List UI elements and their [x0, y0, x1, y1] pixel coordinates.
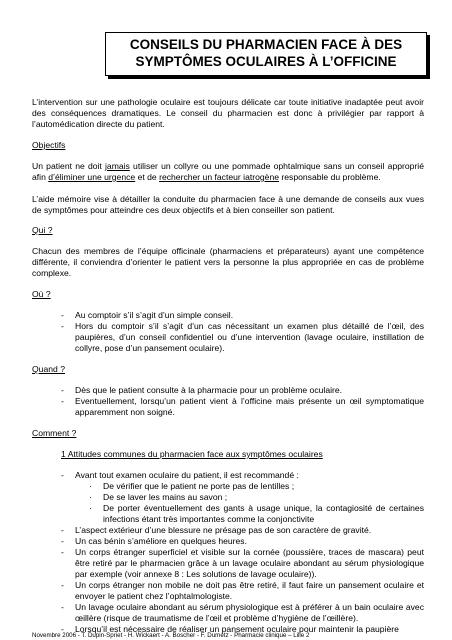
objectifs-paragraph-1	[32, 161, 424, 183]
qui-heading: Qui ?	[32, 225, 53, 235]
bullet-marker: ·	[89, 481, 92, 491]
comment-heading: Comment ?	[32, 428, 77, 438]
jamais-emphasis: jamais	[105, 161, 130, 171]
dash-marker: -	[61, 547, 64, 557]
ou-heading: Où ?	[32, 289, 51, 299]
title-box	[105, 32, 427, 76]
comment-item-before-exam: Avant tout examen oculaire du patient, il est recommandé :	[75, 470, 299, 480]
title-line-1: CONSEILS DU PHARMACIEN FACE À DES	[129, 37, 403, 52]
objectifs-text-c: et de	[135, 172, 160, 182]
qui-paragraph: Chacun des membres de l’équipe officinale (pharmaciens et préparateurs) ayant une compétence différente, il conviendra d’orienter le patient vers la personne la plus appropriée en cas de problème complexe.	[32, 246, 424, 278]
quand-heading: Quand ?	[32, 364, 65, 374]
dash-marker: -	[61, 310, 64, 320]
objectifs-paragraph-2: L’aide mémoire vise à détailler la conduite du pharmacien face à une demande de conseils aux vues de symptômes pour atteindre ces deux objectifs et à bien conseiller son patient.	[32, 194, 424, 215]
comment-item-aspect: L’aspect extérieur d’une blessure ne présage pas de son caractère de gravité.	[75, 525, 372, 535]
intro-paragraph: L’intervention sur une pathologie oculaire est toujours délicate car toute initiative inadaptée peut avoir des conséquences dramatiques. Le conseil du pharmacien est donc à privilégier par rapport à l’automédication directe du patient.	[32, 97, 424, 129]
dash-marker: -	[61, 602, 64, 612]
objectifs-text-a: Un patient ne doit	[32, 161, 106, 171]
eliminer-urgence-emphasis: d’éliminer une urgence	[48, 172, 136, 182]
dash-marker: -	[61, 580, 64, 590]
sub-item-lentilles: De vérifier que le patient ne porte pas de lentilles ;	[103, 481, 295, 491]
dash-marker: -	[61, 470, 64, 480]
objectifs-text-d: responsable du problème.	[279, 172, 381, 182]
comment-item-corps-etranger-superficiel: Un corps étranger superficiel et visible sur la cornée (poussière, traces de mascara) peut être retiré par le pharmacien grâce à un lavage oculaire abondant au sérum physiologique par exemple (voir annexe 8 : Les solutions de lavage oculaire)).	[75, 547, 424, 579]
objectifs-text-b: utiliser un collyre ou une pommade ophtalmique sans un conseil approprié afin	[32, 161, 424, 182]
bullet-marker: ·	[89, 503, 92, 513]
sub-item-mains: De se laver les mains au savon ;	[103, 492, 228, 502]
comment-item-pansement: Lorsqu’il est nécessaire de réaliser un pansement oculaire pour maintenir la paupière	[75, 624, 399, 634]
dash-marker: -	[61, 396, 64, 406]
quand-item-2: Eventuellement, lorsqu’un patient vient à l’officine mais présente un œil symptomatique apparemment non soigné.	[75, 396, 424, 417]
dash-marker: -	[61, 385, 64, 395]
comment-subheading: 1 Attitudes communes du pharmacien face aux symptômes oculaires	[61, 449, 323, 459]
dash-marker: -	[61, 624, 64, 634]
dash-marker: -	[61, 536, 64, 546]
title-line-2: SYMPTÔMES OCULAIRES À L’OFFICINE	[135, 54, 397, 69]
bullet-marker: ·	[89, 492, 92, 502]
page-footer: Novembre 2006 - T. Dupin-Spriet - H. Wickaert - A. Boscher - F. Dumetz - Pharmacie clinique – Lille 2	[32, 632, 310, 639]
comment-item-cas-benin: Un cas bénin s’améliore en quelques heures.	[75, 536, 247, 546]
quand-item-1: Dès que le patient consulte à la pharmacie pour un problème oculaire.	[75, 385, 343, 395]
comment-item-corps-etranger-non-mobile: Un corps étranger non mobile ne doit pas être retiré, il faut faire un pansement oculaire et envoyer le patient chez l’ophtalmologiste.	[75, 580, 424, 601]
facteur-iatrogene-emphasis: rechercher un facteur iatrogène	[159, 172, 279, 182]
sub-item-gants: De porter éventuellement des gants à usage unique, la contagiosité de certaines infections étant très importantes comme la conjonctivite	[103, 503, 424, 524]
dash-marker: -	[61, 525, 64, 535]
comment-item-lavage: Un lavage oculaire abondant au sérum physiologique est à préférer à un bain oculaire avec œillère (risque de traumatisme de l’œil et problème d’hygiène de l’œillère).	[75, 602, 424, 623]
ou-item-2: Hors du comptoir s’il s’agit d’un cas nécessitant un examen plus détaillé de l’œil, des paupières, d’un conseil confidentiel ou d’une intervention (lavage oculaire, instillation de collyre, pose d’un pansement oculaire).	[75, 321, 424, 353]
objectifs-heading: Objectifs	[32, 140, 66, 150]
ou-item-1: Au comptoir s’il s’agit d’un simple conseil.	[75, 310, 234, 320]
dash-marker: -	[61, 321, 64, 331]
